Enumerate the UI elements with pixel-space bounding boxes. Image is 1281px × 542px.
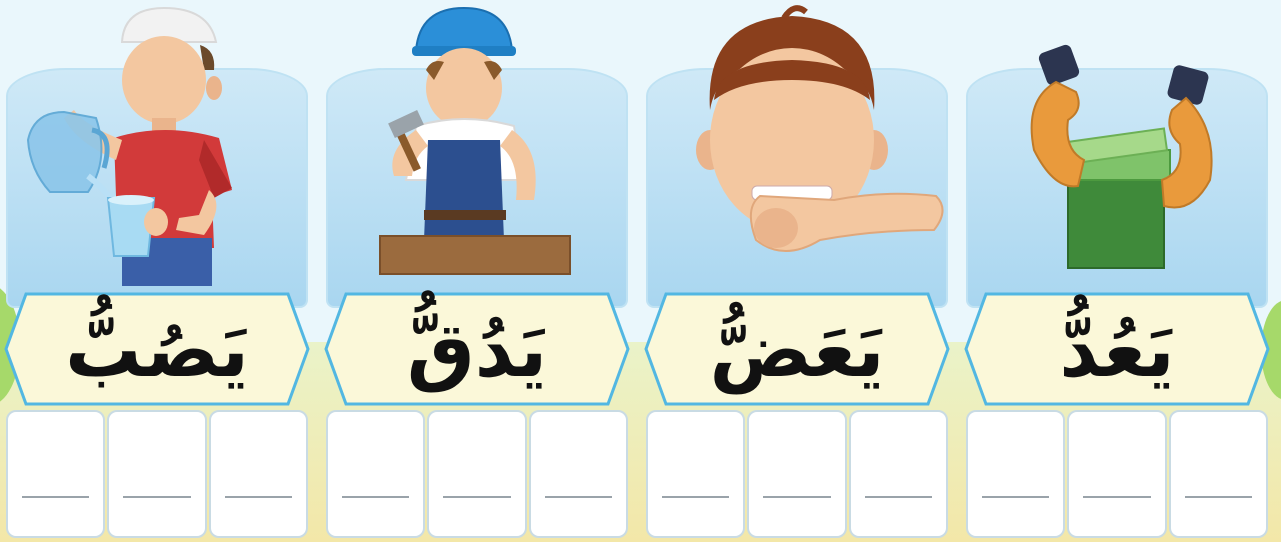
word-card-2 (324, 0, 630, 542)
word-card-3 (644, 0, 950, 542)
blank-line (443, 496, 510, 498)
boy-pouring-water-illustration (4, 0, 310, 290)
letter-answer-box[interactable] (747, 410, 846, 538)
letter-answer-box[interactable] (107, 410, 206, 538)
word-card-4 (964, 0, 1270, 542)
letter-answer-box[interactable] (529, 410, 628, 538)
letter-answer-box[interactable] (427, 410, 526, 538)
letter-answer-box[interactable] (646, 410, 745, 538)
blank-line (982, 496, 1049, 498)
blank-line (545, 496, 612, 498)
arabic-word: يَعَضُّ (709, 305, 885, 394)
hands-counting-money-illustration (964, 0, 1270, 290)
arabic-word: يَدُقُّ (406, 305, 548, 394)
blank-line (1083, 496, 1150, 498)
letter-boxes (326, 410, 628, 538)
letter-boxes (646, 410, 948, 538)
letter-answer-box[interactable] (1067, 410, 1166, 538)
blank-line (123, 496, 190, 498)
blank-line (763, 496, 830, 498)
letter-boxes (966, 410, 1268, 538)
letter-boxes (6, 410, 308, 538)
letter-answer-box[interactable] (849, 410, 948, 538)
boy-biting-arm-illustration (644, 0, 950, 290)
letter-answer-box[interactable] (209, 410, 308, 538)
word-card-1 (4, 0, 310, 542)
blank-line (225, 496, 292, 498)
arabic-word: يَعُدُّ (1059, 305, 1175, 394)
blank-line (662, 496, 729, 498)
carpenter-hammering-illustration (324, 0, 630, 290)
letter-answer-box[interactable] (1169, 410, 1268, 538)
letter-answer-box[interactable] (966, 410, 1065, 538)
blank-line (1185, 496, 1252, 498)
blank-line (342, 496, 409, 498)
blank-line (22, 496, 89, 498)
letter-answer-box[interactable] (326, 410, 425, 538)
blank-line (865, 496, 932, 498)
letter-answer-box[interactable] (6, 410, 105, 538)
arabic-word: يَصُبُّ (65, 305, 249, 394)
